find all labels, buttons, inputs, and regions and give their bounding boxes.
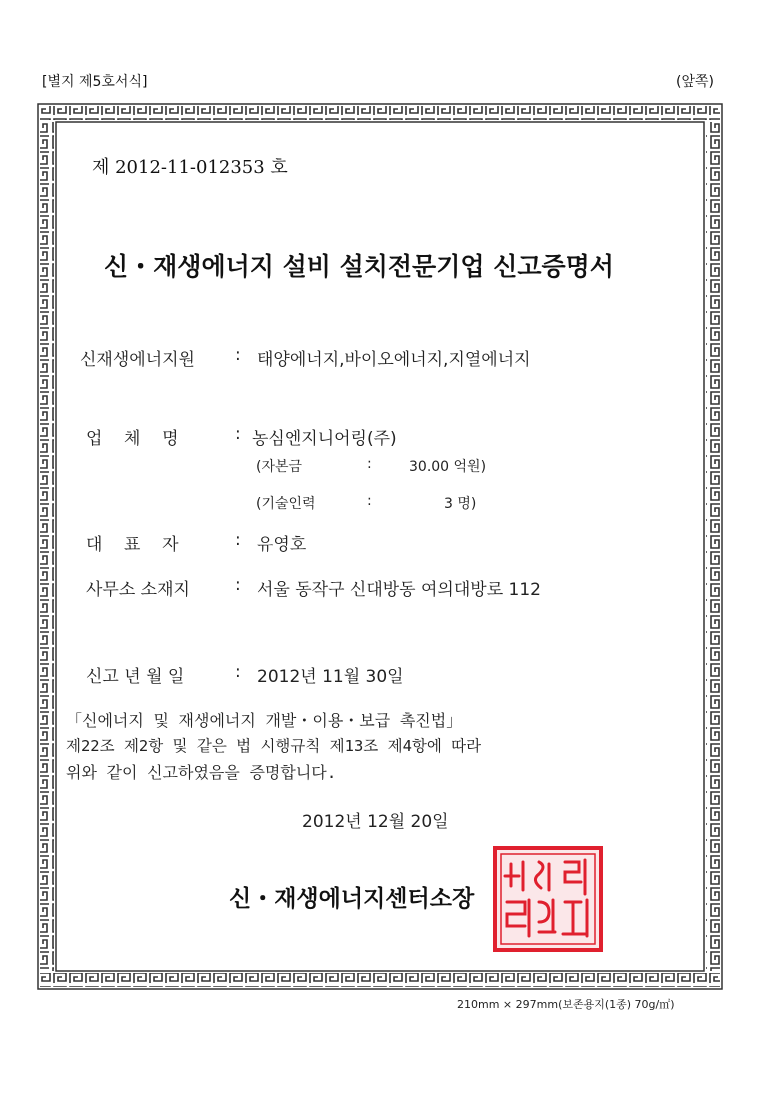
capital-value: 30.00 억원) — [409, 459, 487, 475]
tech-staff-value: 3 명) — [444, 496, 477, 512]
colon: : — [367, 493, 372, 509]
issue-date: 2012년 12월 20일 — [302, 812, 449, 832]
certificate-title: 신・재생에너지 설비 설치전문기업 신고증명서 — [104, 252, 614, 281]
office-value: 서울 동작구 신대방동 여의대방로 112 — [257, 580, 541, 600]
page-side-label: (앞쪽) — [676, 74, 714, 90]
capital-label: (자본금 — [256, 459, 303, 475]
statement-line-1: 「신에너지 및 재생에너지 개발・이용・보급 촉진법」 — [66, 711, 463, 730]
source-value: 태양에너지,바이오에너지,지열에너지 — [257, 350, 531, 370]
report-date-value: 2012년 11월 30일 — [257, 667, 404, 687]
representative-value: 유영호 — [257, 535, 307, 555]
paper-spec: 210mm × 297mm(보존용지(1종) 70g/㎡) — [457, 998, 675, 1011]
form-number: [별지 제5호서식] — [42, 74, 148, 90]
colon: : — [235, 575, 241, 595]
colon: : — [367, 456, 372, 472]
colon: : — [235, 662, 241, 682]
colon: : — [235, 345, 241, 365]
certificate-number: 제 2012-11-012353 호 — [92, 157, 288, 178]
representative-label: 대 표 자 — [86, 535, 179, 555]
source-label: 신재생에너지원 — [80, 350, 195, 370]
tech-staff-label: (기술인력 — [256, 496, 316, 512]
company-label: 업 체 명 — [86, 429, 179, 449]
issuer-title: 신・재생에너지센터소장 — [229, 886, 475, 912]
company-value: 농심엔지니어링(주) — [252, 429, 397, 449]
statement-line-2: 제22조 제2항 및 같은 법 시행규칙 제13조 제4항에 따라 — [66, 737, 482, 755]
official-seal — [493, 846, 603, 952]
colon: : — [235, 424, 241, 444]
colon: : — [235, 530, 241, 550]
report-date-label: 신고 년 월 일 — [86, 667, 185, 687]
office-label: 사무소 소재지 — [86, 580, 190, 600]
statement-line-3: 위와 같이 신고하였음을 증명합니다. — [66, 763, 337, 782]
